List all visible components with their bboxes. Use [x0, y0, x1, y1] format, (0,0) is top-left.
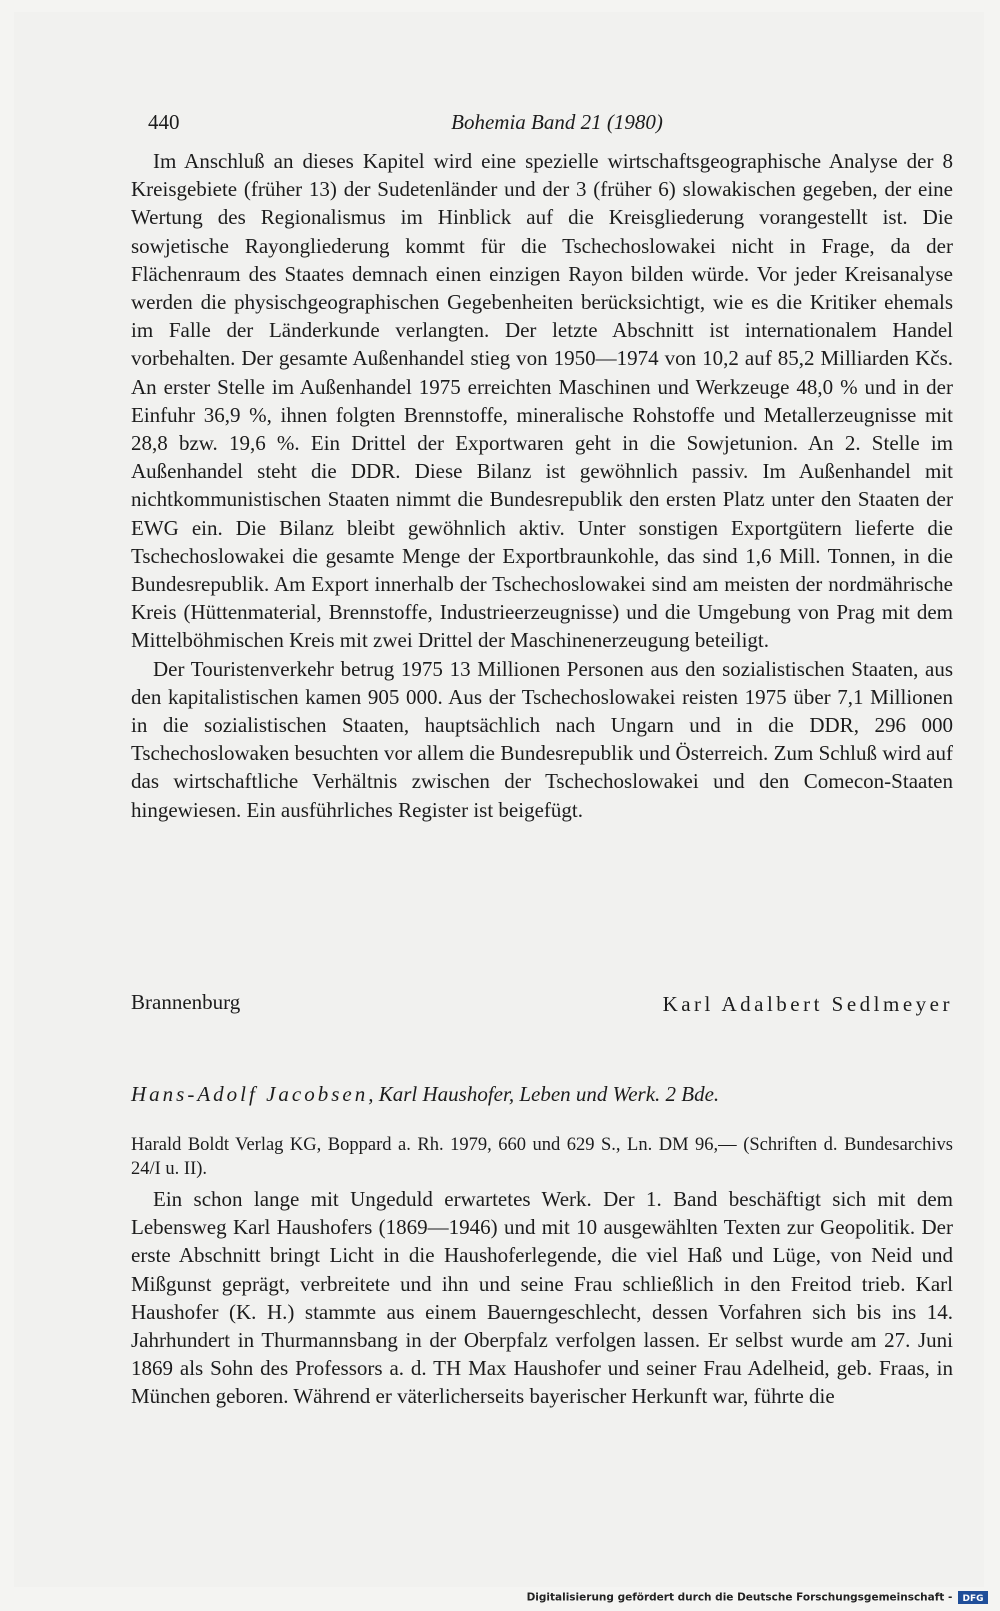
review-heading: [131, 1082, 953, 1107]
page-header: [148, 110, 966, 140]
signature-reviewer: Karl Adalbert Sedlmeyer: [662, 992, 953, 1016]
footer-text: Digitalisierung gefördert durch die Deutsche Forschungsgemeinschaft -: [526, 1591, 953, 1604]
publication-details: Harald Boldt Verlag KG, Boppard a. Rh. 1979, 660 und 629 S., Ln. DM 96,— (Schriften d. Bundesarchivs 24/I u. II).: [131, 1135, 953, 1179]
paragraph: Der Touristenverkehr betrug 1975 13 Millionen Personen aus den sozialistischen Staaten, aus den kapitalistischen kamen 905 000. Aus der Tschechoslowakei reisten 1975 über 7,1 Millionen in die sozialistischen Staaten, hauptsächlich nach Ungarn und in die DDR, 296 000 Tschechoslowaken besuchten vor allem die Bundesrepublik und Österreich. Zum Schluß wird auf das wirtschaftliche Verhältnis zwischen der Tschechoslowakei und den Comecon-Staaten hingewiesen. Ein ausführliches Register ist beigefügt.: [131, 656, 953, 822]
review-signature: [131, 990, 953, 1020]
paragraph: Ein schon lange mit Ungeduld erwartetes Werk. Der 1. Band beschäftigt sich mit dem Lebensweg Karl Haushofers (1869—1946) und mit 10 ausgewählten Texten zur Geopolitik. Der erste Abschnitt bringt Licht in die Haushoferlegende, die viel Haß und Lüge, von Neid und Mißgunst geprägt, verbreitete und ihn und seine Frau schließlich in den Freitod trieb. Karl Haushofer (K. H.) stammte aus einem Bauerngeschlecht, dessen Vorfahren sich bis ins 14. Jahrhundert in Thurmannsbang in der Oberpfalz verfolgen lassen. Er selbst wurde am 27. Juni 1869 als Sohn des Professors a. d. TH Max Haushofer und seiner Frau Adelheid, geb. Fraas, in München geboren. Während er väterlicherseits bayerischer Herkunft war, führte die: [131, 1187, 953, 1409]
digitization-footer: [527, 1591, 988, 1607]
dfg-logo-icon: [958, 1591, 988, 1604]
review-continuation-text: [131, 147, 953, 824]
book-author: Hans-Adolf Jacobsen: [131, 1082, 369, 1106]
running-title: Bohemia Band 21 (1980): [451, 110, 663, 134]
signature-place: Brannenburg: [131, 990, 241, 1014]
page-number: 440: [148, 110, 180, 134]
review-text: [131, 1185, 953, 1411]
paragraph: Im Anschluß an dieses Kapitel wird eine spezielle wirtschaftsgeographische Analyse der 8 Kreisgebiete (früher 13) der Sudetenländer und der 3 (früher 6) slowakischen gegeben, der eine Wertung des Regionalismus im Hinblick auf die Kreisgliederung vorangestellt ist. Die sowjetische Rayongliederung kommt für die Tschechoslowakei nicht in Frage, da der Flächenraum des Staates demnach einen einzigen Rayon bilden würde. Vor jeder Kreisanalyse werden die physischgeographischen Gegebenheiten berücksichtigt, wie es die Kritiker ehemals im Falle der Länderkunde verlangten. Der letzte Abschnitt ist internationalem Handel vorbehalten. Der gesamte Außenhandel stieg von 1950—1974 von 10,2 auf 85,2 Milliarden Kčs. An erster Stelle im Außenhandel 1975 erreichten Maschinen und Werkzeuge 48,0 % und in der Einfuhr 36,9 %, ihnen folgten Brennstoffe, mineralische Rohstoffe und Metallerzeugnisse mit 28,8 bzw. 19,6 %. Ein Drittel der Exportwaren geht in die Sowjetunion. An 2. Stelle im Außenhandel steht die DDR. Diese Bilanz ist gewöhnlich passiv. Im Außenhandel mit nichtkommunistischen Staaten nimmt die Bundesrepublik den ersten Platz unter den Staaten der EWG ein. Die Bilanz bleibt gewöhnlich aktiv. Unter sonstigen Exportgütern lieferte die Tschechoslowakei die gesamte Menge der Exportbraunkohle, das sind 1,6 Mill. Tonnen, in die Bundesrepublik. Am Export innerhalb der Tschechoslowakei sind am meisten der nordmährische Kreis (Hüttenmaterial, Brennstoffe, Industrieerzeugnisse) und die Umgebung von Prag mit dem Mittelböhmischen Kreis mit zwei Drittel der Maschinenerzeugung beteiligt.: [131, 149, 953, 653]
svg-text:DFG: DFG: [962, 1594, 984, 1604]
book-title: , Karl Haushofer, Leben und Werk. 2 Bde.: [368, 1082, 720, 1106]
